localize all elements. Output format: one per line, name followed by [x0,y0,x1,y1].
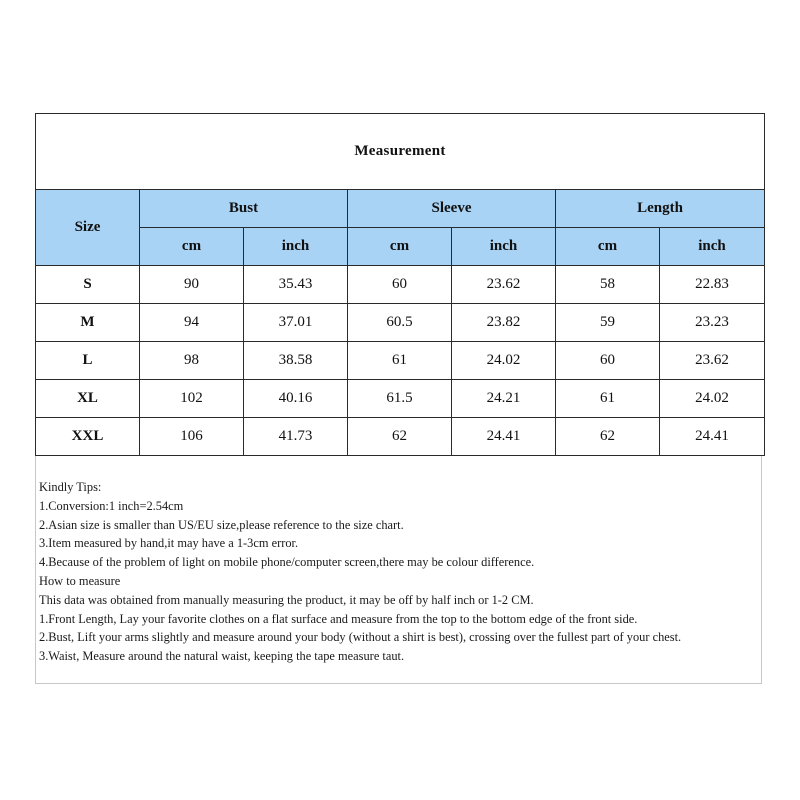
tips-line: 2.Bust, Lift your arms slightly and measure around your body (without a shirt is best), crossing over the fullest part of your chest. [39,630,682,645]
value-cell: 94 [140,304,244,342]
unit-header: cm [348,228,452,266]
tips-line: 3.Item measured by hand,it may have a 1-3cm error. [39,536,299,551]
length-header: Length [556,190,765,228]
value-cell: 58 [556,266,660,304]
tips-line: How to measure [39,573,121,588]
value-cell: 60 [348,266,452,304]
value-cell: 38.58 [244,342,348,380]
value-cell: 59 [556,304,660,342]
unit-header: inch [660,228,765,266]
value-cell: 60 [556,342,660,380]
value-cell: 35.43 [244,266,348,304]
tips-line: 3.Waist, Measure around the natural waist, keeping the tape measure taut. [39,649,405,664]
table-row [36,304,765,342]
value-cell: 24.21 [452,380,556,418]
tips-line: 1.Front Length, Lay your favorite clothes on a flat surface and measure from the top to the bottom edge of the front side. [39,611,638,626]
value-cell: 24.41 [452,418,556,456]
unit-header: inch [244,228,348,266]
value-cell: 37.01 [244,304,348,342]
tips-panel [35,456,762,684]
value-cell: 23.62 [660,342,765,380]
bust-header: Bust [140,190,348,228]
size-header: Size [36,190,140,266]
value-cell: 61 [348,342,452,380]
table-title: Measurement [36,114,765,190]
table-row [36,342,765,380]
value-cell: 98 [140,342,244,380]
value-cell: 61 [556,380,660,418]
value-cell: 23.62 [452,266,556,304]
value-cell: 61.5 [348,380,452,418]
value-cell: 60.5 [348,304,452,342]
tips-line: This data was obtained from manually measuring the product, it may be off by half inch or 1-2 CM. [39,592,534,607]
value-cell: 23.23 [660,304,765,342]
table-row [36,418,765,456]
size-cell: M [36,304,140,342]
sleeve-header: Sleeve [348,190,556,228]
size-cell: XXL [36,418,140,456]
unit-header: cm [556,228,660,266]
tips-line: 2.Asian size is smaller than US/EU size,please reference to the size chart. [39,517,404,532]
value-cell: 102 [140,380,244,418]
unit-header: cm [140,228,244,266]
value-cell: 22.83 [660,266,765,304]
measurement-table [35,113,765,456]
size-cell: S [36,266,140,304]
table-row [36,266,765,304]
size-cell: L [36,342,140,380]
size-cell: XL [36,380,140,418]
tips-line: 1.Conversion:1 inch=2.54cm [39,498,184,513]
value-cell: 24.41 [660,418,765,456]
tips-line: Kindly Tips: [39,480,102,494]
value-cell: 24.02 [452,342,556,380]
value-cell: 40.16 [244,380,348,418]
tips-line: 4.Because of the problem of light on mobile phone/computer screen,there may be colour difference. [39,555,535,570]
value-cell: 23.82 [452,304,556,342]
value-cell: 41.73 [244,418,348,456]
value-cell: 90 [140,266,244,304]
value-cell: 106 [140,418,244,456]
value-cell: 62 [556,418,660,456]
table-row [36,380,765,418]
value-cell: 24.02 [660,380,765,418]
size-chart [35,113,764,684]
unit-header: inch [452,228,556,266]
value-cell: 62 [348,418,452,456]
